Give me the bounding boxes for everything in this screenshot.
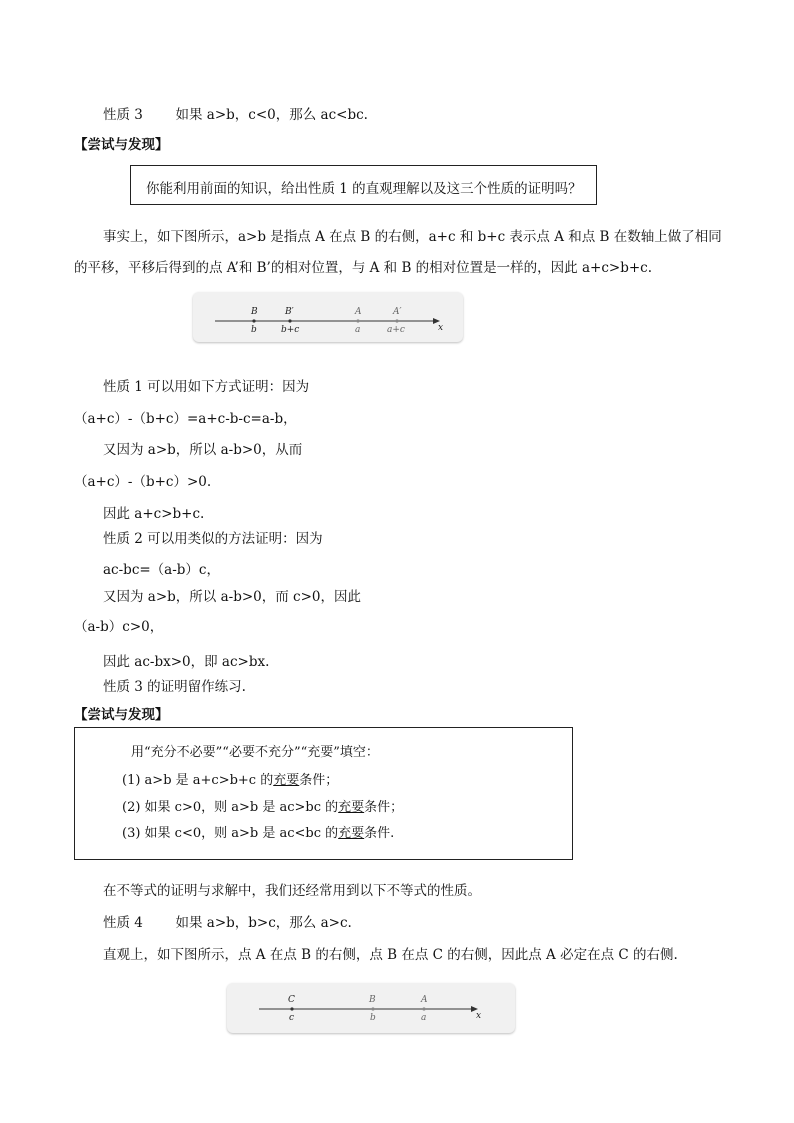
fill-blank-intro: 用“充分不必要”“必要不充分”“充要”填空： xyxy=(131,745,379,760)
property-4 xyxy=(103,911,352,931)
point-a-prime xyxy=(395,319,398,322)
proof-2-line-3: 又因为 a>b，所以 a-b>0，而 c>0，因此 xyxy=(103,589,361,605)
property-3-text: 如果 a>b，c<0，那么 ac<bc. xyxy=(175,107,368,123)
fill-blank-box xyxy=(74,727,573,860)
point-a-prime-value: a+c xyxy=(387,325,405,335)
property-3 xyxy=(103,103,368,123)
point-b-prime-label: B′ xyxy=(285,307,294,317)
proof-1-line-5: 因此 a+c>b+c. xyxy=(103,506,205,522)
number-line-2 xyxy=(227,983,515,1033)
point-b-label: B xyxy=(251,307,258,317)
point-a-value: a xyxy=(355,325,361,335)
paragraph-1-line-2: 的平移，平移后得到的点 A’和 B’的相对位置，与 A 和 B 的相对位置是一样的，因此 a+c>b+c. xyxy=(74,260,653,276)
point-c-label: C xyxy=(288,995,295,1005)
answer-1: 充要 xyxy=(273,773,300,788)
paragraph-2: 在不等式的证明与求解中，我们还经常用到以下不等式的性质。 xyxy=(103,883,481,899)
answer-3: 充要 xyxy=(338,826,365,841)
point-b xyxy=(371,1007,374,1010)
fill-blank-item-1: (1) a>b 是 a+c>b+c 的充要条件； xyxy=(122,773,339,788)
point-a-label: A xyxy=(355,307,362,317)
number-line-figure-2 xyxy=(227,983,515,1033)
point-a xyxy=(356,319,359,322)
proof-1-line-2: （a+c）-（b+c）=a+c-b-c=a-b， xyxy=(74,411,297,427)
property-3-label: 性质 3 xyxy=(103,107,143,123)
property-4-label: 性质 4 xyxy=(103,915,143,931)
try-discover-heading-1: 【尝试与发现】 xyxy=(74,137,169,153)
point-b-value: b xyxy=(370,1013,376,1023)
fill-blank-item-3: (3) 如果 c<0，则 a>b 是 ac<bc 的充要条件. xyxy=(122,826,395,841)
proof-2-line-5: 因此 ac-bx>0，即 ac>bx. xyxy=(103,654,270,670)
point-a xyxy=(422,1007,425,1010)
paragraph-1-line-1: 事实上，如下图所示，a>b 是指点 A 在点 B 的右侧，a+c 和 b+c 表示点 A 和点 B 在数轴上做了相同 xyxy=(103,229,722,245)
proof-1-line-3: 又因为 a>b，所以 a-b>0，从而 xyxy=(103,442,303,458)
proof-1-line-1: 性质 1 可以用如下方式证明：因为 xyxy=(103,379,310,395)
question-box xyxy=(130,165,597,205)
point-b xyxy=(252,319,255,322)
point-c-value: c xyxy=(289,1013,295,1023)
point-a-value: a xyxy=(421,1013,427,1023)
point-a-prime-label: A′ xyxy=(393,307,402,317)
proof-2-line-2: ac-bc=（a-b）c， xyxy=(103,562,220,578)
proof-2-line-4: （a-b）c>0， xyxy=(74,619,164,635)
axis-label: x xyxy=(438,323,444,333)
point-a-label: A xyxy=(421,995,428,1005)
question-text: 你能利用前面的知识，给出性质 1 的直观理解以及这三个性质的证明吗？ xyxy=(146,181,582,197)
try-discover-heading-2: 【尝试与发现】 xyxy=(74,707,169,723)
number-line-1 xyxy=(193,292,463,342)
proof-2-line-1: 性质 2 可以用类似的方法证明：因为 xyxy=(103,531,323,547)
proof-1-line-4: （a+c）-（b+c）>0. xyxy=(74,474,212,490)
point-b-prime-value: b+c xyxy=(281,325,300,335)
paragraph-3: 直观上，如下图所示，点 A 在点 B 的右侧，点 B 在点 C 的右侧，因此点 A 必定在点 C 的右侧. xyxy=(103,947,678,963)
point-b-prime xyxy=(288,319,291,322)
point-c xyxy=(290,1007,293,1010)
point-b-label: B xyxy=(369,995,376,1005)
number-line-figure-1 xyxy=(193,292,463,342)
property-4-text: 如果 a>b，b>c，那么 a>c. xyxy=(175,915,352,931)
axis-label: x xyxy=(476,1011,482,1021)
proof-3-note: 性质 3 的证明留作练习. xyxy=(103,679,246,695)
point-b-value: b xyxy=(251,325,257,335)
answer-2: 充要 xyxy=(338,800,365,815)
fill-blank-item-2: (2) 如果 c>0，则 a>b 是 ac>bc 的充要条件； xyxy=(122,800,404,815)
